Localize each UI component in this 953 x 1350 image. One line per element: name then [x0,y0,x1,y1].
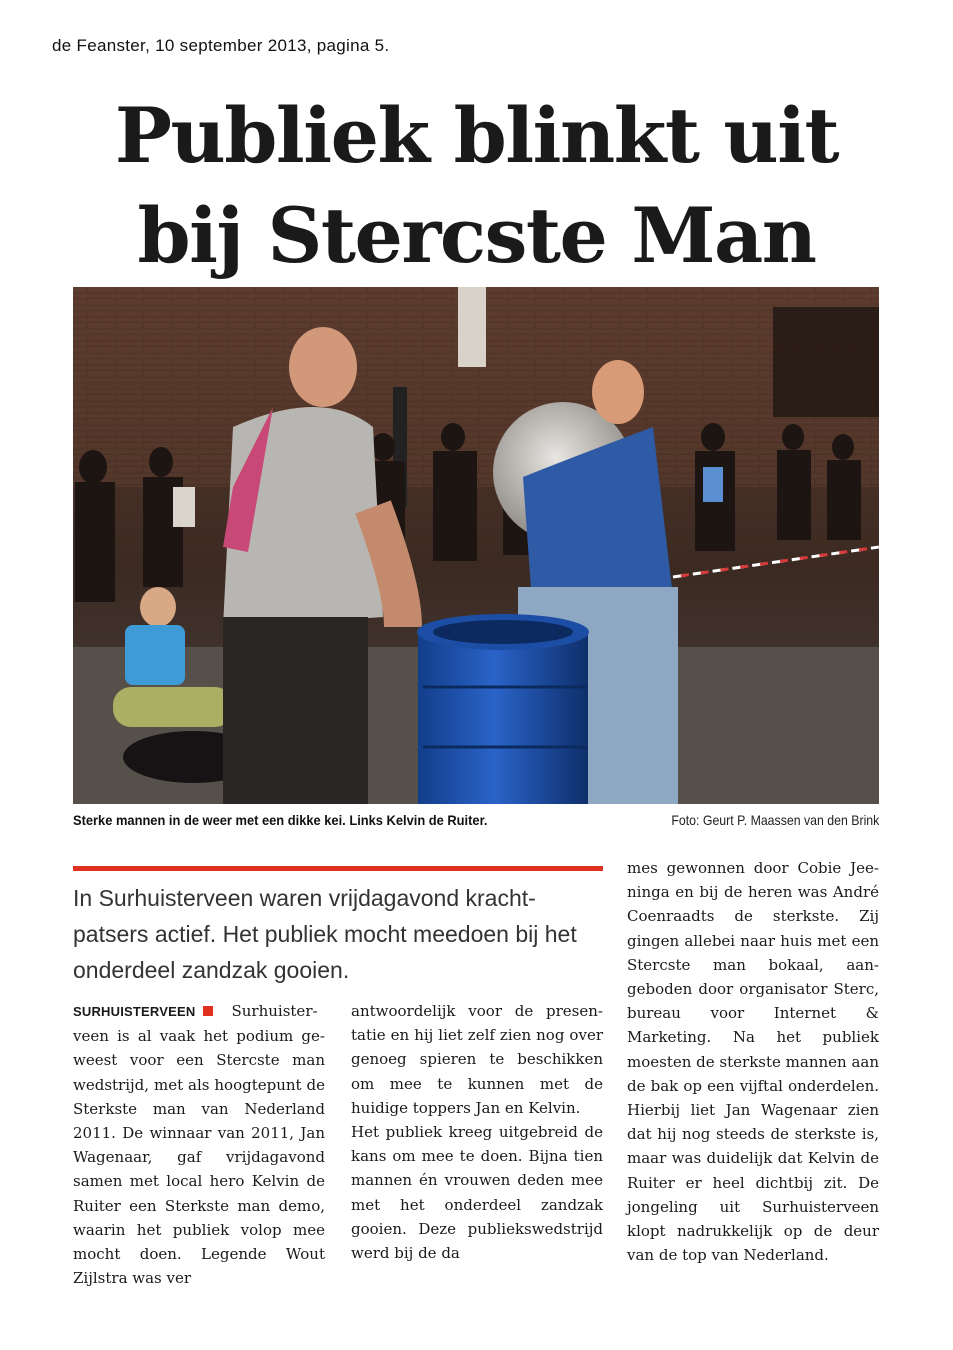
column-2-paragraph-1: antwoordelijk voor de presentatie en hij liet zelf zien nog over genoeg spieren te beschikken om mee te kunnen met de huidige toppers Jan en Kelvin. [351,1002,603,1117]
headline-line-2: bij Stercste Man [137,191,816,280]
dateline: SURHUISTERVEEN [73,1004,196,1019]
lead-paragraph: In Surhuisterveen waren vrijdagavond krachtpatsers actief. Het publiek mocht meedoen bij het onderdeel zandzak gooien. [73,885,577,983]
column-2-paragraph-2: Het publiek kreeg uitgebreid de kans om mee te doen. Bijna tien mannen én vrouwen deden mee met het onderdeel zandzak gooien. Deze publiekswedstrijd werd bij de da [351,1123,603,1263]
column-1-text: Surhuisterveen is al vaak het podium geweest voor een Stercste man wedstrijd, met als hoogtepunt de Sterkste man van Nederland 2011. De winnaar van 2011, Jan Wagenaar, gaf vrijdagavond samen met local hero Kelvin de Ruiter een Sterkste man demo, waarin het publiek volop mee mocht doen. Legende Wout Zijlstra was ver [73,1002,325,1288]
article-photo [73,287,879,804]
article-column-3 [627,856,879,1267]
headline [40,86,913,286]
source-line: de Feanster, 10 september 2013, pagina 5. [52,36,390,55]
dateline-square-icon [203,1006,213,1016]
article-column-1 [73,999,325,1290]
photo-credit: Foto: Geurt P. Maassen van den Brink [671,812,879,828]
photo-caption: Sterke mannen in de weer met een dikke kei. Links Kelvin de Ruiter. [73,812,488,828]
headline-line-1: Publiek blinkt uit [114,91,839,180]
article-column-2 [351,999,603,1265]
column-3-text: mes gewonnen door Cobie Jeeninga en bij de heren was André Coenraadts de sterkste. Zij gingen allebei naar huis met een Stercste man bokaal, aangeboden door organisator Sterc, bureau voor Internet & Marketing. Na het publiek moesten de sterkste mannen aan de bak op een vijftal onderdelen. Hierbij liet Jan Wagenaar zien dat hij nog steeds de sterkste is, maar was duidelijk dat Kelvin de Ruiter er heel dichtbij zit. De jongeling uit Surhuisterveen klopt nadrukkelijk op de deur van de top van Nederland. [627,859,879,1265]
accent-rule [73,866,603,871]
